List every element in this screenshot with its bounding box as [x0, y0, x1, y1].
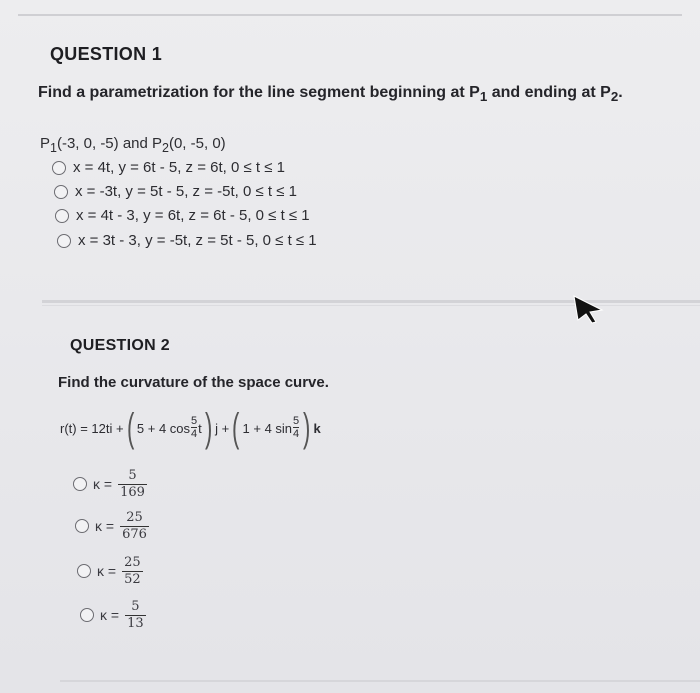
- question-2-title: QUESTION 2: [70, 337, 170, 354]
- prompt-end: .: [618, 84, 623, 101]
- right-paren-2: ): [303, 406, 311, 450]
- q2-option-2-fraction: [120, 511, 149, 541]
- fraction-denominator: 13: [127, 615, 144, 631]
- kappa-label: κ =: [95, 518, 115, 535]
- fraction-denominator: 676: [122, 526, 147, 542]
- eq-k: k: [313, 420, 321, 436]
- points-coords-2: (0, -5, 0): [168, 135, 226, 152]
- radio-button[interactable]: [57, 234, 71, 248]
- fraction-numerator: 5: [128, 468, 137, 483]
- q1-option-2[interactable]: [54, 183, 297, 200]
- q2-option-4[interactable]: [80, 600, 146, 630]
- kappa-label: κ =: [93, 476, 113, 493]
- eq-frac-num: 5: [293, 415, 300, 427]
- top-divider: [18, 14, 682, 16]
- fraction-denominator: 169: [120, 484, 145, 500]
- q2-option-2[interactable]: [75, 511, 149, 541]
- q1-option-4-label: x = 3t - 3, y = -5t, z = 5t - 5, 0 ≤ t ≤ 1: [78, 232, 317, 249]
- eq-term-b: 1 + 4 sin: [242, 420, 293, 436]
- eq-fraction-2: [293, 416, 299, 440]
- q2-option-3-fraction: [122, 556, 143, 586]
- radio-button[interactable]: [55, 209, 69, 223]
- curve-equation: [60, 408, 321, 448]
- question-2-prompt: Find the curvature of the space curve.: [58, 374, 329, 391]
- q1-option-1-label: x = 4t, y = 6t - 5, z = 6t, 0 ≤ t ≤ 1: [73, 159, 285, 176]
- question-1-title: QUESTION 1: [50, 44, 163, 64]
- left-paren-1: (: [126, 406, 134, 450]
- q2-option-1[interactable]: [73, 469, 147, 499]
- radio-button[interactable]: [52, 161, 66, 175]
- question-1-points: [40, 135, 226, 155]
- points-sub-2: 2: [162, 141, 169, 155]
- mouse-cursor-icon: [572, 294, 606, 324]
- left-paren-2: (: [232, 406, 240, 450]
- points-sub-1: 1: [50, 141, 57, 155]
- q2-option-1-fraction: [118, 469, 147, 499]
- fraction-numerator: 25: [124, 555, 141, 570]
- kappa-label: κ =: [97, 563, 117, 580]
- eq-frac-den: 4: [191, 428, 198, 440]
- radio-button[interactable]: [73, 477, 87, 491]
- radio-button[interactable]: [80, 608, 94, 622]
- points-p1: P: [40, 135, 51, 152]
- eq-fraction-1: [191, 416, 197, 440]
- bottom-divider: [60, 680, 700, 682]
- fraction-numerator: 25: [126, 510, 143, 525]
- fraction-numerator: 5: [131, 599, 140, 614]
- question-1-prompt: [38, 84, 623, 104]
- eq-lhs: r(t) = 12ti +: [60, 420, 124, 436]
- q2-option-4-fraction: [125, 600, 146, 630]
- eq-frac-num: 5: [191, 415, 198, 427]
- q1-option-2-label: x = -3t, y = 5t - 5, z = -5t, 0 ≤ t ≤ 1: [75, 183, 297, 200]
- fraction-denominator: 52: [124, 571, 141, 587]
- radio-button[interactable]: [54, 185, 68, 199]
- eq-term-a: 5 + 4 cos: [136, 420, 191, 436]
- prompt-sub-2: 2: [610, 89, 619, 105]
- eq-frac-den: 4: [293, 428, 300, 440]
- points-coords-1: (-3, 0, -5) and P: [56, 135, 163, 152]
- radio-button[interactable]: [77, 564, 91, 578]
- eq-j: j +: [215, 420, 230, 436]
- q1-option-4[interactable]: [57, 232, 317, 249]
- right-paren-1: ): [204, 406, 213, 450]
- q1-option-3[interactable]: [55, 207, 310, 224]
- prompt-mid: and ending at P: [487, 84, 611, 101]
- prompt-sub-1: 1: [479, 89, 488, 105]
- kappa-label: κ =: [100, 607, 120, 624]
- q1-option-1[interactable]: [52, 159, 285, 176]
- eq-t: t: [198, 420, 202, 436]
- prompt-text: Find a parametrization for the line segment beginning at P: [38, 84, 480, 101]
- q1-option-3-label: x = 4t - 3, y = 6t, z = 6t - 5, 0 ≤ t ≤ 1: [76, 207, 310, 224]
- q2-option-3[interactable]: [77, 556, 143, 586]
- radio-button[interactable]: [75, 519, 89, 533]
